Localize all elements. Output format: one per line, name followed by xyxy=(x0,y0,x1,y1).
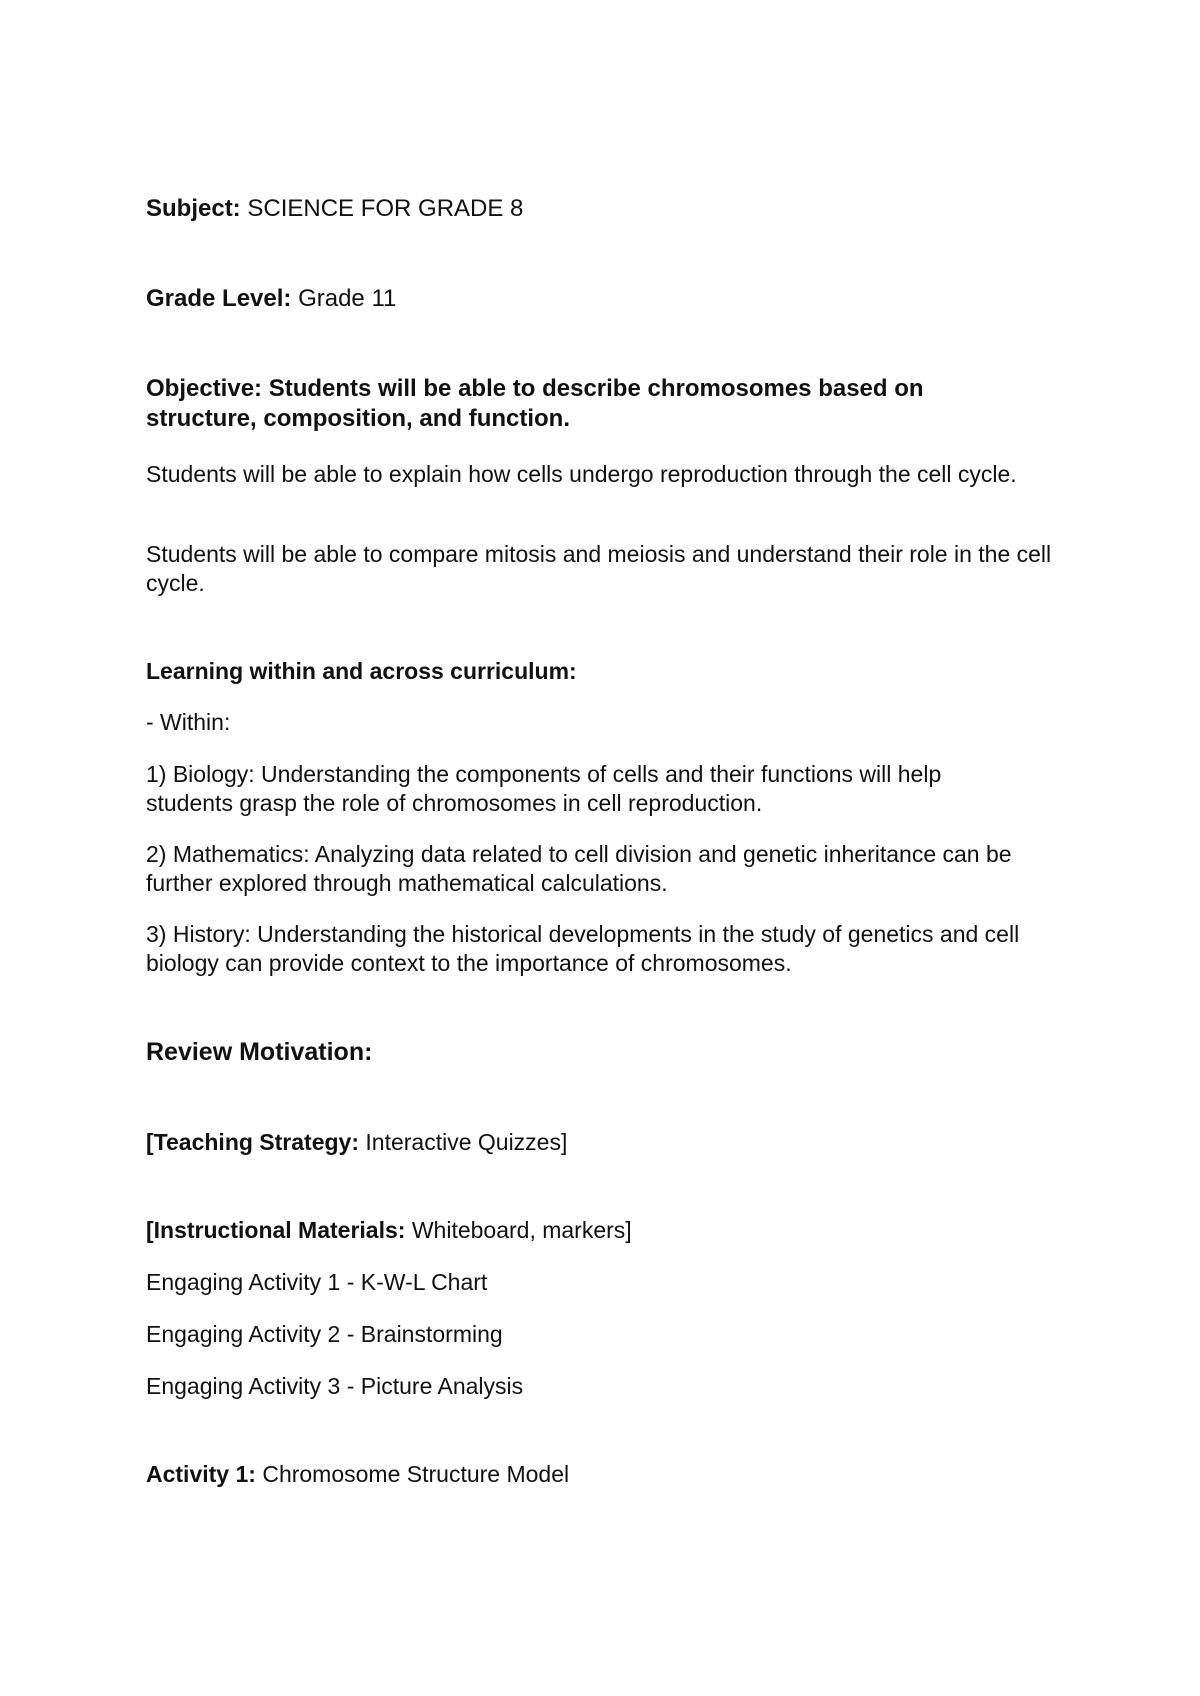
teaching-strategy-label: [Teaching Strategy: xyxy=(146,1129,359,1155)
engaging-activity-3: Engaging Activity 3 - Picture Analysis xyxy=(146,1373,524,1399)
instructional-materials-label: [Instructional Materials: xyxy=(146,1217,406,1243)
subject-line xyxy=(146,194,1076,224)
instructional-materials-line xyxy=(146,1216,1076,1245)
objective-item-2: Students will be able to compare mitosis and meiosis and understand their role in the cell cycle. xyxy=(146,541,1052,596)
objective-value: Students will be able to describe chromosomes based on structure, composition, and function. xyxy=(146,375,924,432)
objective-label: Objective: xyxy=(146,375,263,402)
teaching-strategy-value: Interactive Quizzes] xyxy=(359,1129,568,1155)
subject-value: SCIENCE FOR GRADE 8 xyxy=(247,195,524,222)
learning-within: - Within: xyxy=(146,709,231,735)
activity-1-value: Chromosome Structure Model xyxy=(255,1461,570,1487)
instructional-materials-value: Whiteboard, markers] xyxy=(405,1217,632,1243)
review-motivation-heading: Review Motivation: xyxy=(146,1038,373,1066)
subject-label: Subject: xyxy=(146,195,241,222)
engaging-activity-2: Engaging Activity 2 - Brainstorming xyxy=(146,1321,503,1347)
grade-level-value: Grade 11 xyxy=(298,285,397,312)
learning-item-mathematics: 2) Mathematics: Analyzing data related to cell division and genetic inheritance can be further explored through mathematical calculations. xyxy=(146,841,1012,896)
engaging-activity-1: Engaging Activity 1 - K-W-L Chart xyxy=(146,1269,488,1295)
learning-item-history: 3) History: Understanding the historical developments in the study of genetics and cell biology can provide context to the importance of chromosomes. xyxy=(146,921,1020,976)
learning-heading: Learning within and across curriculum: xyxy=(146,658,577,684)
teaching-strategy-line xyxy=(146,1128,1076,1157)
objective-item-1: Students will be able to explain how cells undergo reproduction through the cell cycle. xyxy=(146,461,1017,487)
objective-line xyxy=(146,374,1026,434)
grade-level-label: Grade Level: xyxy=(146,285,292,312)
activity-1-label: Activity 1: xyxy=(146,1461,256,1487)
activity-1-line xyxy=(146,1460,1076,1489)
learning-item-biology: 1) Biology: Understanding the components of cells and their functions will help students grasp the role of chromosomes in cell reproduction. xyxy=(146,761,942,816)
grade-level-line xyxy=(146,284,1076,314)
